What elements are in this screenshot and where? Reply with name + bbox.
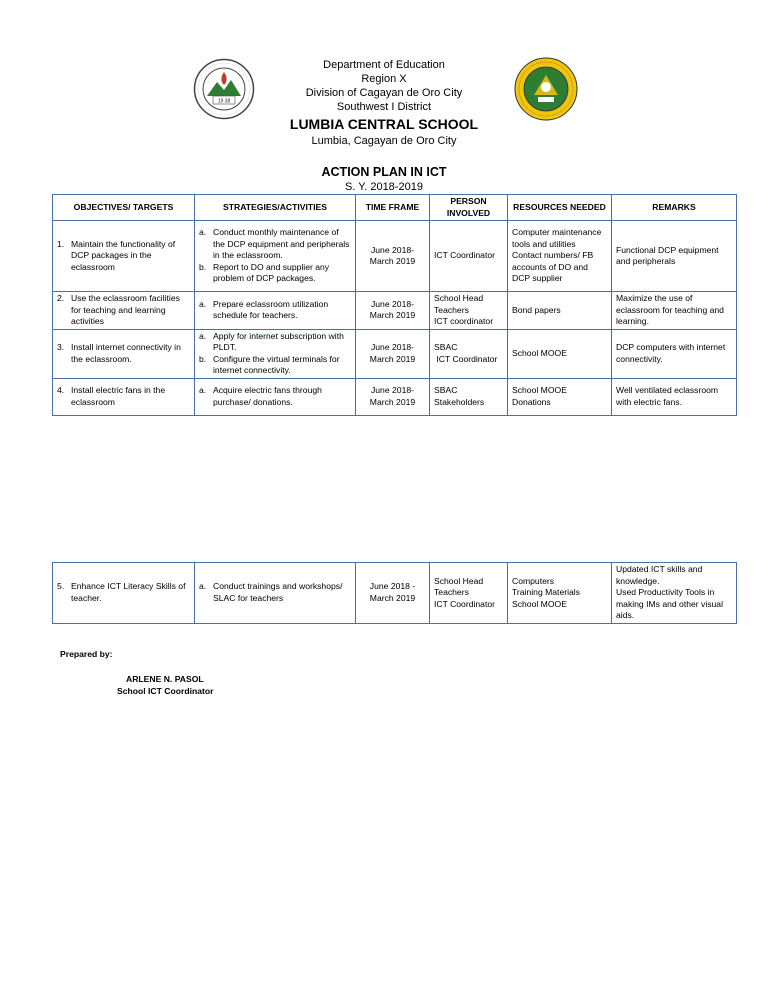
strategies-list bbox=[199, 227, 351, 285]
objective-list bbox=[57, 293, 190, 328]
strategy-item bbox=[199, 581, 351, 604]
resource-cell bbox=[508, 221, 612, 292]
table-row bbox=[53, 563, 737, 624]
school-year: S. Y. 2018-2019 bbox=[345, 181, 423, 193]
resource-line: Computer maintenance tools and utilities bbox=[512, 227, 604, 249]
remark-cell bbox=[612, 563, 737, 624]
table-row bbox=[53, 221, 737, 292]
preparer-position: School ICT Coordinator bbox=[117, 686, 214, 696]
objective-item bbox=[57, 385, 190, 408]
resource-line: School MOOE bbox=[512, 385, 567, 395]
person-involved-line: ICT Coordinator bbox=[434, 250, 495, 261]
objective-text: Install electric fans in the eclassroom bbox=[71, 385, 166, 407]
strategies-cell bbox=[195, 563, 356, 624]
person-involved-cell bbox=[430, 563, 508, 624]
header-line-4: Southwest I District bbox=[336, 101, 432, 113]
person-involved-line: Stakeholders bbox=[434, 396, 485, 407]
remark-line: Well ventilated eclassroom with electric fans. bbox=[616, 385, 721, 407]
resource-cell bbox=[508, 329, 612, 378]
strategy-text: Configure the virtual terminals for internet connectivity. bbox=[213, 353, 340, 375]
strategy-marker: a. bbox=[199, 298, 207, 309]
resource-line: Training Materials bbox=[512, 587, 580, 597]
plan-title: ACTION PLAN IN ICT bbox=[321, 165, 447, 179]
action-plan-table bbox=[52, 194, 737, 416]
objective-text: Enhance ICT Literacy Skills of teacher. bbox=[71, 581, 186, 603]
action-plan-table-continued bbox=[52, 562, 737, 624]
strategy-item bbox=[199, 331, 351, 354]
strategy-item bbox=[199, 299, 351, 322]
resource-line: School MOOE bbox=[512, 598, 567, 609]
person-involved-line: School Head bbox=[434, 575, 484, 586]
school-name: LUMBIA CENTRAL SCHOOL bbox=[289, 116, 479, 132]
objective-item bbox=[57, 342, 190, 365]
time-frame-cell: June 2018- March 2019 bbox=[356, 221, 430, 292]
remark-line: Functional DCP equipment and peripherals bbox=[616, 244, 721, 266]
objective-text: Maintain the functionality of DCP packages in the eclassroom bbox=[71, 238, 176, 272]
objective-cell bbox=[53, 221, 195, 292]
objective-number: 2. bbox=[57, 293, 65, 303]
person-involved-cell bbox=[430, 292, 508, 330]
remark-cell bbox=[612, 329, 737, 378]
objective-list bbox=[57, 342, 190, 365]
strategies-cell bbox=[195, 292, 356, 330]
person-involved-cell bbox=[430, 378, 508, 415]
strategy-text: Acquire electric fans through purchase/ donations. bbox=[213, 385, 322, 407]
table-row bbox=[53, 292, 737, 330]
col-header-person-involved: PERSON INVOLVED bbox=[430, 195, 508, 221]
strategy-text: Prepare eclassroom utilization schedule for teachers. bbox=[213, 298, 329, 321]
objective-cell bbox=[53, 329, 195, 378]
preparer-name: ARLENE N. PASOL bbox=[126, 674, 204, 684]
table-row bbox=[53, 329, 737, 378]
col-header-time-frame: TIME FRAME bbox=[356, 195, 430, 221]
objective-number: 1. bbox=[57, 238, 65, 249]
strategies-list bbox=[199, 331, 351, 377]
strategies-list bbox=[199, 581, 351, 604]
objective-item bbox=[57, 293, 190, 328]
table-row bbox=[53, 378, 737, 415]
resource-cell bbox=[508, 292, 612, 330]
objective-cell bbox=[53, 563, 195, 624]
objective-list bbox=[57, 581, 190, 604]
school-address: Lumbia, Cagayan de Oro City bbox=[311, 135, 457, 147]
col-header-remarks: REMARKS bbox=[612, 195, 737, 221]
person-involved-line: Teachers bbox=[434, 587, 469, 597]
person-involved-line: School Head bbox=[434, 293, 484, 303]
objective-text: Install internet connectivity in the eclassroom. bbox=[71, 342, 181, 364]
resource-line: Bond papers bbox=[512, 304, 561, 315]
objective-number: 4. bbox=[57, 385, 65, 395]
strategy-item bbox=[199, 262, 351, 285]
time-frame-cell: June 2018- March 2019 bbox=[356, 292, 430, 330]
remark-line: DCP computers with internet connectivity. bbox=[616, 342, 728, 364]
objective-list bbox=[57, 385, 190, 408]
objective-item bbox=[57, 581, 190, 604]
col-header-objectives: OBJECTIVES/ TARGETS bbox=[53, 195, 195, 221]
strategy-text: Conduct trainings and workshops/ SLAC for teachers bbox=[213, 581, 343, 603]
objective-number: 5. bbox=[57, 581, 65, 592]
strategy-item bbox=[199, 227, 351, 262]
strategy-text: Apply for internet subscription with PLDT. bbox=[213, 330, 344, 352]
col-header-strategies: STRATEGIES/ACTIVITIES bbox=[195, 195, 356, 221]
resource-cell bbox=[508, 563, 612, 624]
remark-cell bbox=[612, 378, 737, 415]
person-involved-line: ICT coordinator bbox=[434, 316, 494, 326]
strategies-cell bbox=[195, 329, 356, 378]
objective-list bbox=[57, 239, 190, 274]
person-involved-line: ICT Coordinator bbox=[434, 353, 498, 364]
strategy-item bbox=[199, 354, 351, 377]
person-involved-cell bbox=[430, 221, 508, 292]
header-line-3: Division of Cagayan de Oro City bbox=[305, 87, 463, 99]
person-involved-line: Teachers bbox=[434, 304, 469, 315]
table-header-row bbox=[53, 195, 737, 221]
resource-line: School MOOE bbox=[512, 347, 567, 358]
remark-cell bbox=[612, 292, 737, 330]
person-involved-line: SBAC bbox=[434, 342, 458, 352]
objective-cell bbox=[53, 292, 195, 330]
strategy-text: Report to DO and supplier any problem of DCP packages. bbox=[213, 261, 330, 284]
time-frame-cell: June 2018- March 2019 bbox=[356, 329, 430, 378]
seal-year: 19 38 bbox=[217, 98, 231, 105]
strategy-marker: a. bbox=[199, 581, 207, 592]
strategy-marker: a. bbox=[199, 385, 207, 395]
header-line-1: Department of Education bbox=[323, 59, 445, 71]
prepared-by-label: Prepared by: bbox=[60, 649, 113, 659]
objective-number: 3. bbox=[57, 342, 65, 352]
objective-cell bbox=[53, 378, 195, 415]
strategies-list bbox=[199, 299, 351, 322]
strategy-marker: b. bbox=[199, 261, 207, 272]
strategy-marker: a. bbox=[199, 227, 207, 238]
remark-line: Used Productivity Tools in making IMs and other visual aids. bbox=[616, 587, 726, 620]
person-involved-cell bbox=[430, 329, 508, 378]
strategies-list bbox=[199, 385, 351, 408]
objective-item bbox=[57, 239, 190, 274]
strategy-item bbox=[199, 385, 351, 408]
person-involved-line: ICT Coordinator bbox=[434, 598, 495, 609]
strategy-text: Conduct monthly maintenance of the DCP equipment and peripherals in the eclassroom. bbox=[213, 227, 350, 261]
strategy-marker: b. bbox=[199, 353, 207, 364]
col-header-resources: RESOURCES NEEDED bbox=[508, 195, 612, 221]
resource-line: Contact numbers/ FB accounts of DO and DCP supplier bbox=[512, 250, 596, 284]
remark-line: Maximize the use of eclassroom for teaching and learning. bbox=[616, 293, 727, 326]
resource-line: Computers bbox=[512, 575, 555, 586]
resource-cell bbox=[508, 378, 612, 415]
strategy-marker: a. bbox=[199, 330, 207, 341]
remark-cell bbox=[612, 221, 737, 292]
strategies-cell bbox=[195, 378, 356, 415]
person-involved-line: SBAC bbox=[434, 385, 458, 395]
remark-line: Updated ICT skills and knowledge. bbox=[616, 564, 705, 586]
time-frame-cell: June 2018- March 2019 bbox=[356, 378, 430, 415]
objective-text: Use the eclassroom facilities for teaching and learning activities bbox=[71, 293, 180, 326]
strategies-cell bbox=[195, 221, 356, 292]
time-frame-cell: June 2018 - March 2019 bbox=[356, 563, 430, 624]
header-line-2: Region X bbox=[361, 73, 407, 85]
resource-line: Donations bbox=[512, 396, 551, 407]
